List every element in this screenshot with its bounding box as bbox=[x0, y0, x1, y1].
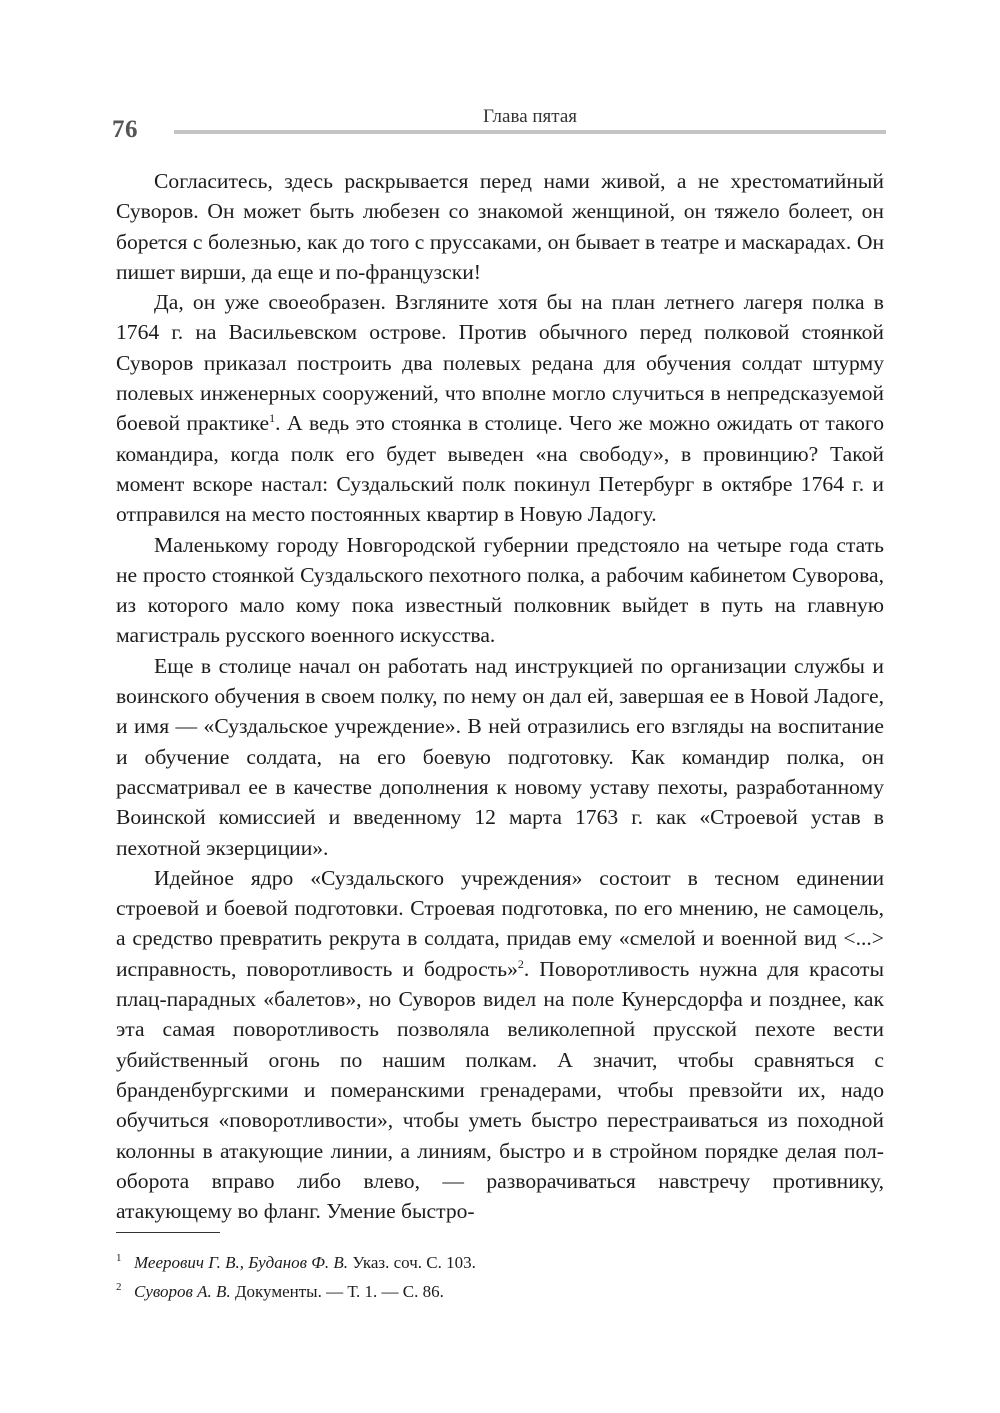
paragraph-text: Да, он уже своеобразен. Взгляните хотя бы на план летнего лагеря полка в 1764 г. на Васильевском острове. Против обычного перед полковой стоянкой Суворов приказал построить два полевых редана для обучения солдат штурму полевых инженерных сооружений, что вполне могло случиться в непредсказуемой боевой практике bbox=[116, 290, 884, 436]
footnotes bbox=[116, 1248, 884, 1306]
paragraph-text: Маленькому городу Новгородской губернии предстояло на четыре года стать не просто стоянкой Суздальского пехотного полка, а рабочим кабинетом Суворова, из которого мало кому пока известный полковник выйдет в путь на главную магистраль русского военного искусства. bbox=[116, 532, 884, 648]
body-text bbox=[116, 166, 884, 1226]
footnote: 2 Суворов А. В. Документы. — Т. 1. — С. 86. bbox=[116, 1281, 444, 1301]
paragraph bbox=[116, 863, 884, 1227]
header-rule bbox=[174, 130, 886, 134]
paragraph-text: Еще в столице начал он работать над инструкцией по организации службы и воинского обучения в своем полку, по нему он дал ей, завершая ее в Новой Ладоге, и имя — «Суздальское учреждение». В ней отразились его взгляды на воспитание и обучение солдата, на его боевую подготовку. Как командир полка, он рассматривал ее в качестве дополнения к новому уставу пехоты, разработанному Воинской комиссией и введенному 12 марта 1763 г. как «Строевой устав в пехотной экзерциции». bbox=[116, 653, 884, 860]
footnote: 1 Меерович Г. В., Буданов Ф. В. Указ. соч. С. 103. bbox=[116, 1252, 476, 1272]
footnote-author: Меерович Г. В., Буданов Ф. В. bbox=[134, 1253, 349, 1272]
paragraph-text: Идейное ядро «Суздальского учреждения» состоит в тесном единении строевой и боевой подготовки. Строевая подготовка, по его мнению, не самоцель, а средство превратить рекрута в солдата, придав ему «смелой и военной вид <...> исправность, поворотливость и бодрость» bbox=[116, 865, 884, 981]
page-number: 76 bbox=[112, 116, 138, 143]
paragraph-text: . А ведь это стоянка в столице. Чего же можно ожидать от такого командира, когда полк его будет выведен «на свободу», в провинцию? Такой момент вскоре настал: Суздальский полк покинул Петербург в октябре 1764 г. и отправился на место постоянных квартир в Новую Ладогу. bbox=[116, 411, 885, 527]
paragraph bbox=[116, 530, 884, 651]
footnote-text: Указ. соч. С. 103. bbox=[348, 1253, 476, 1272]
footnote-author: Суворов А. В. bbox=[134, 1282, 231, 1301]
footnote-separator bbox=[116, 1232, 220, 1233]
paragraph bbox=[116, 287, 884, 529]
paragraph bbox=[116, 166, 884, 287]
paragraph-text: Согласитесь, здесь раскрывается перед нами живой, а не хрестоматийный Суворов. Он может быть любезен со знакомой женщиной, он тяжело болеет, он борется с болезнью, как до того с пруссаками, он бывает в театре и маскарадах. Он пишет вирши, да еще и по-французски! bbox=[116, 169, 884, 284]
footnote-reference: 2 bbox=[517, 956, 524, 971]
footnote-text: Документы. — Т. 1. — С. 86. bbox=[230, 1282, 444, 1301]
paragraph bbox=[116, 651, 884, 863]
paragraph-text: . Поворотливость нужна для красоты плац-парадных «балетов», но Суворов видел на поле Кунерсдорфа и позднее, как эта самая поворотливость позволяла великолепной прусской пехоте вести убийственный огонь по нашим полкам. А значит, чтобы сравняться с бранденбургскими и померанскими гренадерами, чтобы превзойти их, надо обучиться «поворотливости», чтобы уметь быстро перестраиваться из походной колонны в атакующие линии, а линиям, быстро и в стройном порядке делая пол-оборота вправо либо влево, — разворачиваться навстречу противнику, атакующему во фланг. Умение быстро- bbox=[116, 956, 884, 1224]
footnote-reference: 1 bbox=[269, 411, 276, 426]
running-head: Глава пятая bbox=[483, 106, 577, 127]
